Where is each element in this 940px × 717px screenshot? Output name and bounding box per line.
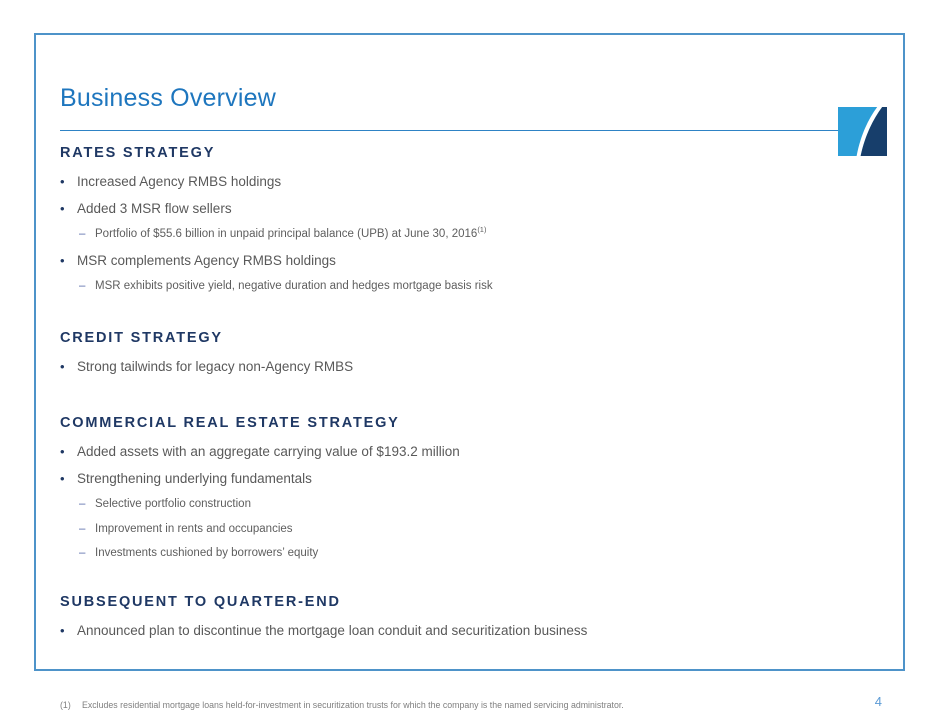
bullet-dot-icon: •: [60, 201, 65, 216]
sub-bullet-item: [60, 517, 886, 542]
bullet-text: MSR exhibits positive yield, negative duration and hedges mortgage basis risk: [95, 279, 493, 292]
company-swoosh-logo-icon: [838, 107, 887, 156]
bullet-text: Strengthening underlying fundamentals: [77, 471, 312, 486]
page-title: Business Overview: [60, 84, 276, 112]
section-heading: COMMERCIAL REAL ESTATE STRATEGY: [60, 415, 400, 431]
bullet-item: [60, 438, 886, 465]
bullet-text: Added assets with an aggregate carrying value of $193.2 million: [77, 444, 460, 459]
page-number: 4: [874, 694, 882, 709]
bullet-text: Investments cushioned by borrowers’ equity: [95, 547, 319, 559]
section-subsequent-to-quarter-end: [60, 593, 886, 644]
bullet-item: [60, 168, 886, 195]
bullet-list: [60, 617, 886, 644]
sub-bullet-item: [60, 492, 886, 517]
section-heading: CREDIT STRATEGY: [60, 330, 223, 346]
bullet-dash-icon: –: [79, 522, 86, 535]
presentation-slide: [34, 33, 905, 710]
bullet-dash-icon: –: [79, 498, 86, 510]
sections: [60, 144, 886, 644]
bullet-list: [60, 353, 886, 380]
bullet-dot-icon: •: [60, 174, 65, 189]
sub-bullet-item: [60, 541, 886, 566]
bullet-text: Selective portfolio construction: [95, 498, 251, 510]
bullet-list: [60, 438, 886, 566]
bullet-text: Increased Agency RMBS holdings: [77, 174, 282, 189]
bullet-item: [60, 353, 886, 380]
bullet-text: MSR complements Agency RMBS holdings: [77, 252, 336, 268]
section-credit-strategy: [60, 329, 886, 380]
bullet-item: [60, 465, 886, 492]
bullet-dot-icon: •: [60, 622, 65, 638]
section-commercial-real-estate-strategy: [60, 414, 886, 566]
bullet-dash-icon: –: [79, 279, 86, 292]
bullet-text: Added 3 MSR flow sellers: [77, 201, 232, 216]
footnote: [60, 700, 783, 711]
bullet-text: Portfolio of $55.6 billion in unpaid principal balance (UPB) at June 30, 2016$^{(1)}$: [95, 225, 487, 240]
section-rates-strategy: [60, 144, 886, 298]
footnote-text: Excludes residential mortgage loans held-for-investment in securitization trusts for which the company is the named servicing administrator.: [82, 700, 624, 710]
bullet-dot-icon: •: [60, 359, 65, 374]
bullet-dot-icon: •: [60, 471, 65, 486]
bullet-item: [60, 247, 886, 274]
bullet-text: Announced plan to discontinue the mortgage loan conduit and securitization business: [77, 622, 588, 638]
section-heading: SUBSEQUENT TO QUARTER-END: [60, 593, 341, 610]
bullet-dash-icon: –: [79, 547, 86, 559]
slide-content: [36, 83, 903, 717]
bullet-text: Improvement in rents and occupancies: [95, 522, 293, 535]
bullet-dot-icon: •: [60, 252, 65, 268]
footnote-marker: (1): [60, 700, 71, 710]
bullet-item: [60, 195, 886, 222]
title-divider: [60, 130, 886, 131]
bullet-item: [60, 617, 886, 644]
bullet-dot-icon: •: [60, 444, 65, 459]
footnote-reference: (1): [477, 225, 487, 235]
sub-bullet-item: [60, 274, 886, 299]
sub-bullet-item: [60, 222, 886, 247]
bullet-text: Strong tailwinds for legacy non-Agency RMBS: [77, 359, 354, 374]
bullet-list: [60, 168, 886, 298]
bullet-dash-icon: –: [79, 228, 86, 240]
section-heading: RATES STRATEGY: [60, 145, 216, 161]
